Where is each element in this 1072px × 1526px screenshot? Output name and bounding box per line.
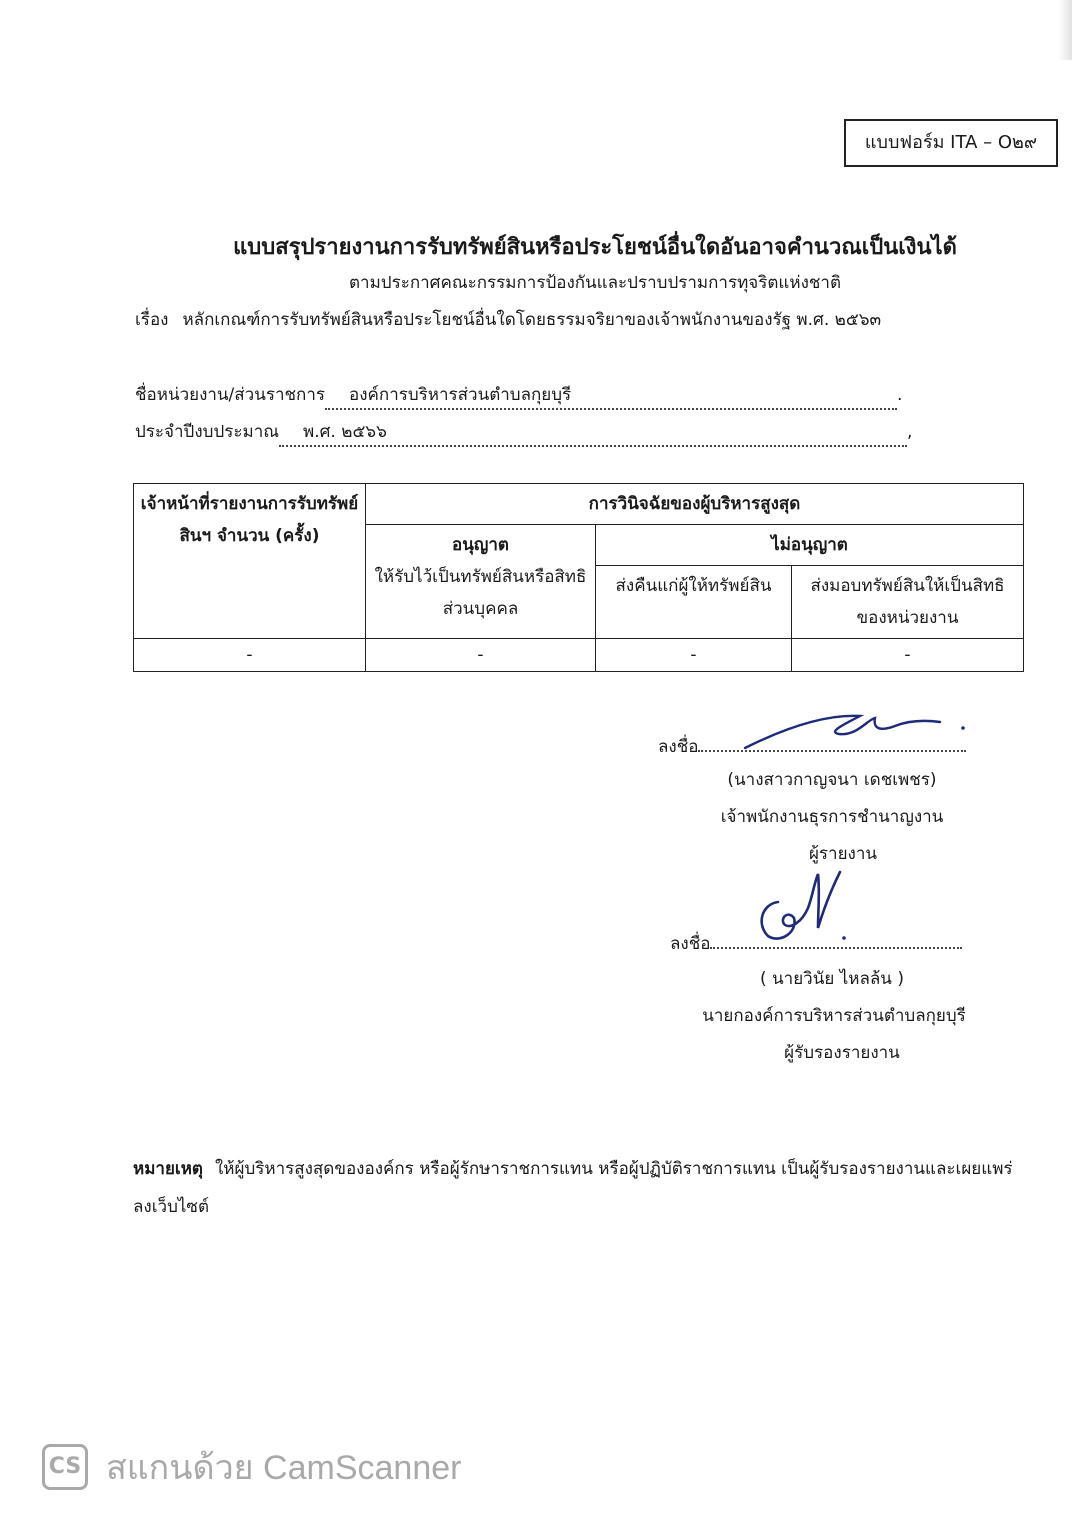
table-row [134, 639, 1024, 672]
report-table [133, 483, 1024, 672]
fiscal-year-value: พ.ศ. ๒๕๖๖ [279, 418, 907, 447]
reporter-sign-line [658, 733, 966, 760]
remark-label: หมายเหตุ [133, 1159, 203, 1179]
subject-line [135, 306, 881, 333]
cell-reporter-count: - [134, 639, 366, 672]
page-edge-shadow [1058, 0, 1072, 60]
camscanner-text: สแกนด้วย CamScanner [106, 1449, 462, 1487]
approver-position: นายกองค์การบริหารส่วนตำบลกุยบุรี [702, 1006, 966, 1026]
reporter-sign-label: ลงชื่อ [658, 737, 699, 757]
approver-role: ผู้รับรองรายงาน [784, 1043, 900, 1063]
agency-value: องค์การบริหารส่วนตำบลกุยบุรี [325, 381, 897, 410]
approver-sign-line [670, 930, 962, 957]
subject-label: เรื่อง [135, 310, 169, 330]
header-decision: การวินิจฉัยของผู้บริหารสูงสุด [366, 484, 1024, 525]
approver-sign-dots [710, 945, 962, 949]
camscanner-watermark [42, 1440, 461, 1494]
agency-field: ชื่อหน่วยงาน/ส่วนราชการ องค์การบริหารส่วนตำบลกุยบุรี . [135, 381, 902, 410]
approver-sign-label: ลงชื่อ [670, 934, 711, 954]
remark-text: ให้ผู้บริหารสูงสุดขององค์กร หรือผู้รักษาราชการแทน หรือผู้ปฏิบัติราชการแทน เป็นผู้รับรองรายงานและเผยแพร่ลงเว็บไซต์ [133, 1159, 1013, 1217]
reporter-role: ผู้รายงาน [808, 844, 878, 864]
reporter-position: เจ้าพนักงานธุรการชำนาญงาน [720, 807, 944, 827]
header-allow-desc: ให้รับไว้เป็นทรัพย์สินหรือสิทธิส่วนบุคคล [374, 567, 587, 619]
document-title: แบบสรุปรายงานการรับทรัพย์สินหรือประโยชน์อื่นใดอันอาจคำนวณเป็นเงินได้ [233, 235, 957, 260]
fiscal-year-field: ประจำปีงบประมาณ พ.ศ. ๒๕๖๖ , [135, 418, 912, 447]
fiscal-year-label: ประจำปีงบประมาณ [135, 422, 280, 442]
subject-text: หลักเกณฑ์การรับทรัพย์สินหรือประโยชน์อื่นใดโดยธรรมจริยาของเจ้าพนักงานของรัฐ พ.ศ. ๒๕๖๓ [182, 310, 882, 330]
reporter-name: (นางสาวกาญจนา เดชเพชร) [727, 770, 937, 790]
cell-allow: - [366, 639, 596, 672]
remark [133, 1150, 1013, 1226]
header-return: ส่งคืนแก่ผู้ให้ทรัพย์สิน [596, 566, 792, 639]
reporter-sign-dots [698, 748, 966, 752]
header-reporter-count: เจ้าหน้าที่รายงานการรับทรัพย์สินฯ จำนวน (ครั้ง) [134, 484, 366, 639]
agency-label: ชื่อหน่วยงาน/ส่วนราชการ [135, 385, 326, 405]
header-allow-label: อนุญาต [452, 535, 509, 555]
document-subtitle: ตามประกาศคณะกรรมการป้องกันและปราบปรามการทุจริตแห่งชาติ [348, 273, 842, 293]
header-disallow: ไม่อนุญาต [596, 525, 1024, 566]
cell-transfer: - [792, 639, 1024, 672]
form-code-box: แบบฟอร์ม ITA – O๒๙ [844, 119, 1058, 167]
header-transfer: ส่งมอบทรัพย์สินให้เป็นสิทธิของหน่วยงาน [792, 566, 1024, 639]
header-allow [366, 525, 596, 639]
camscanner-logo-icon: CS [42, 1444, 88, 1490]
approver-name: ( นายวินัย ไหลล้น ) [760, 969, 904, 989]
cell-return: - [596, 639, 792, 672]
